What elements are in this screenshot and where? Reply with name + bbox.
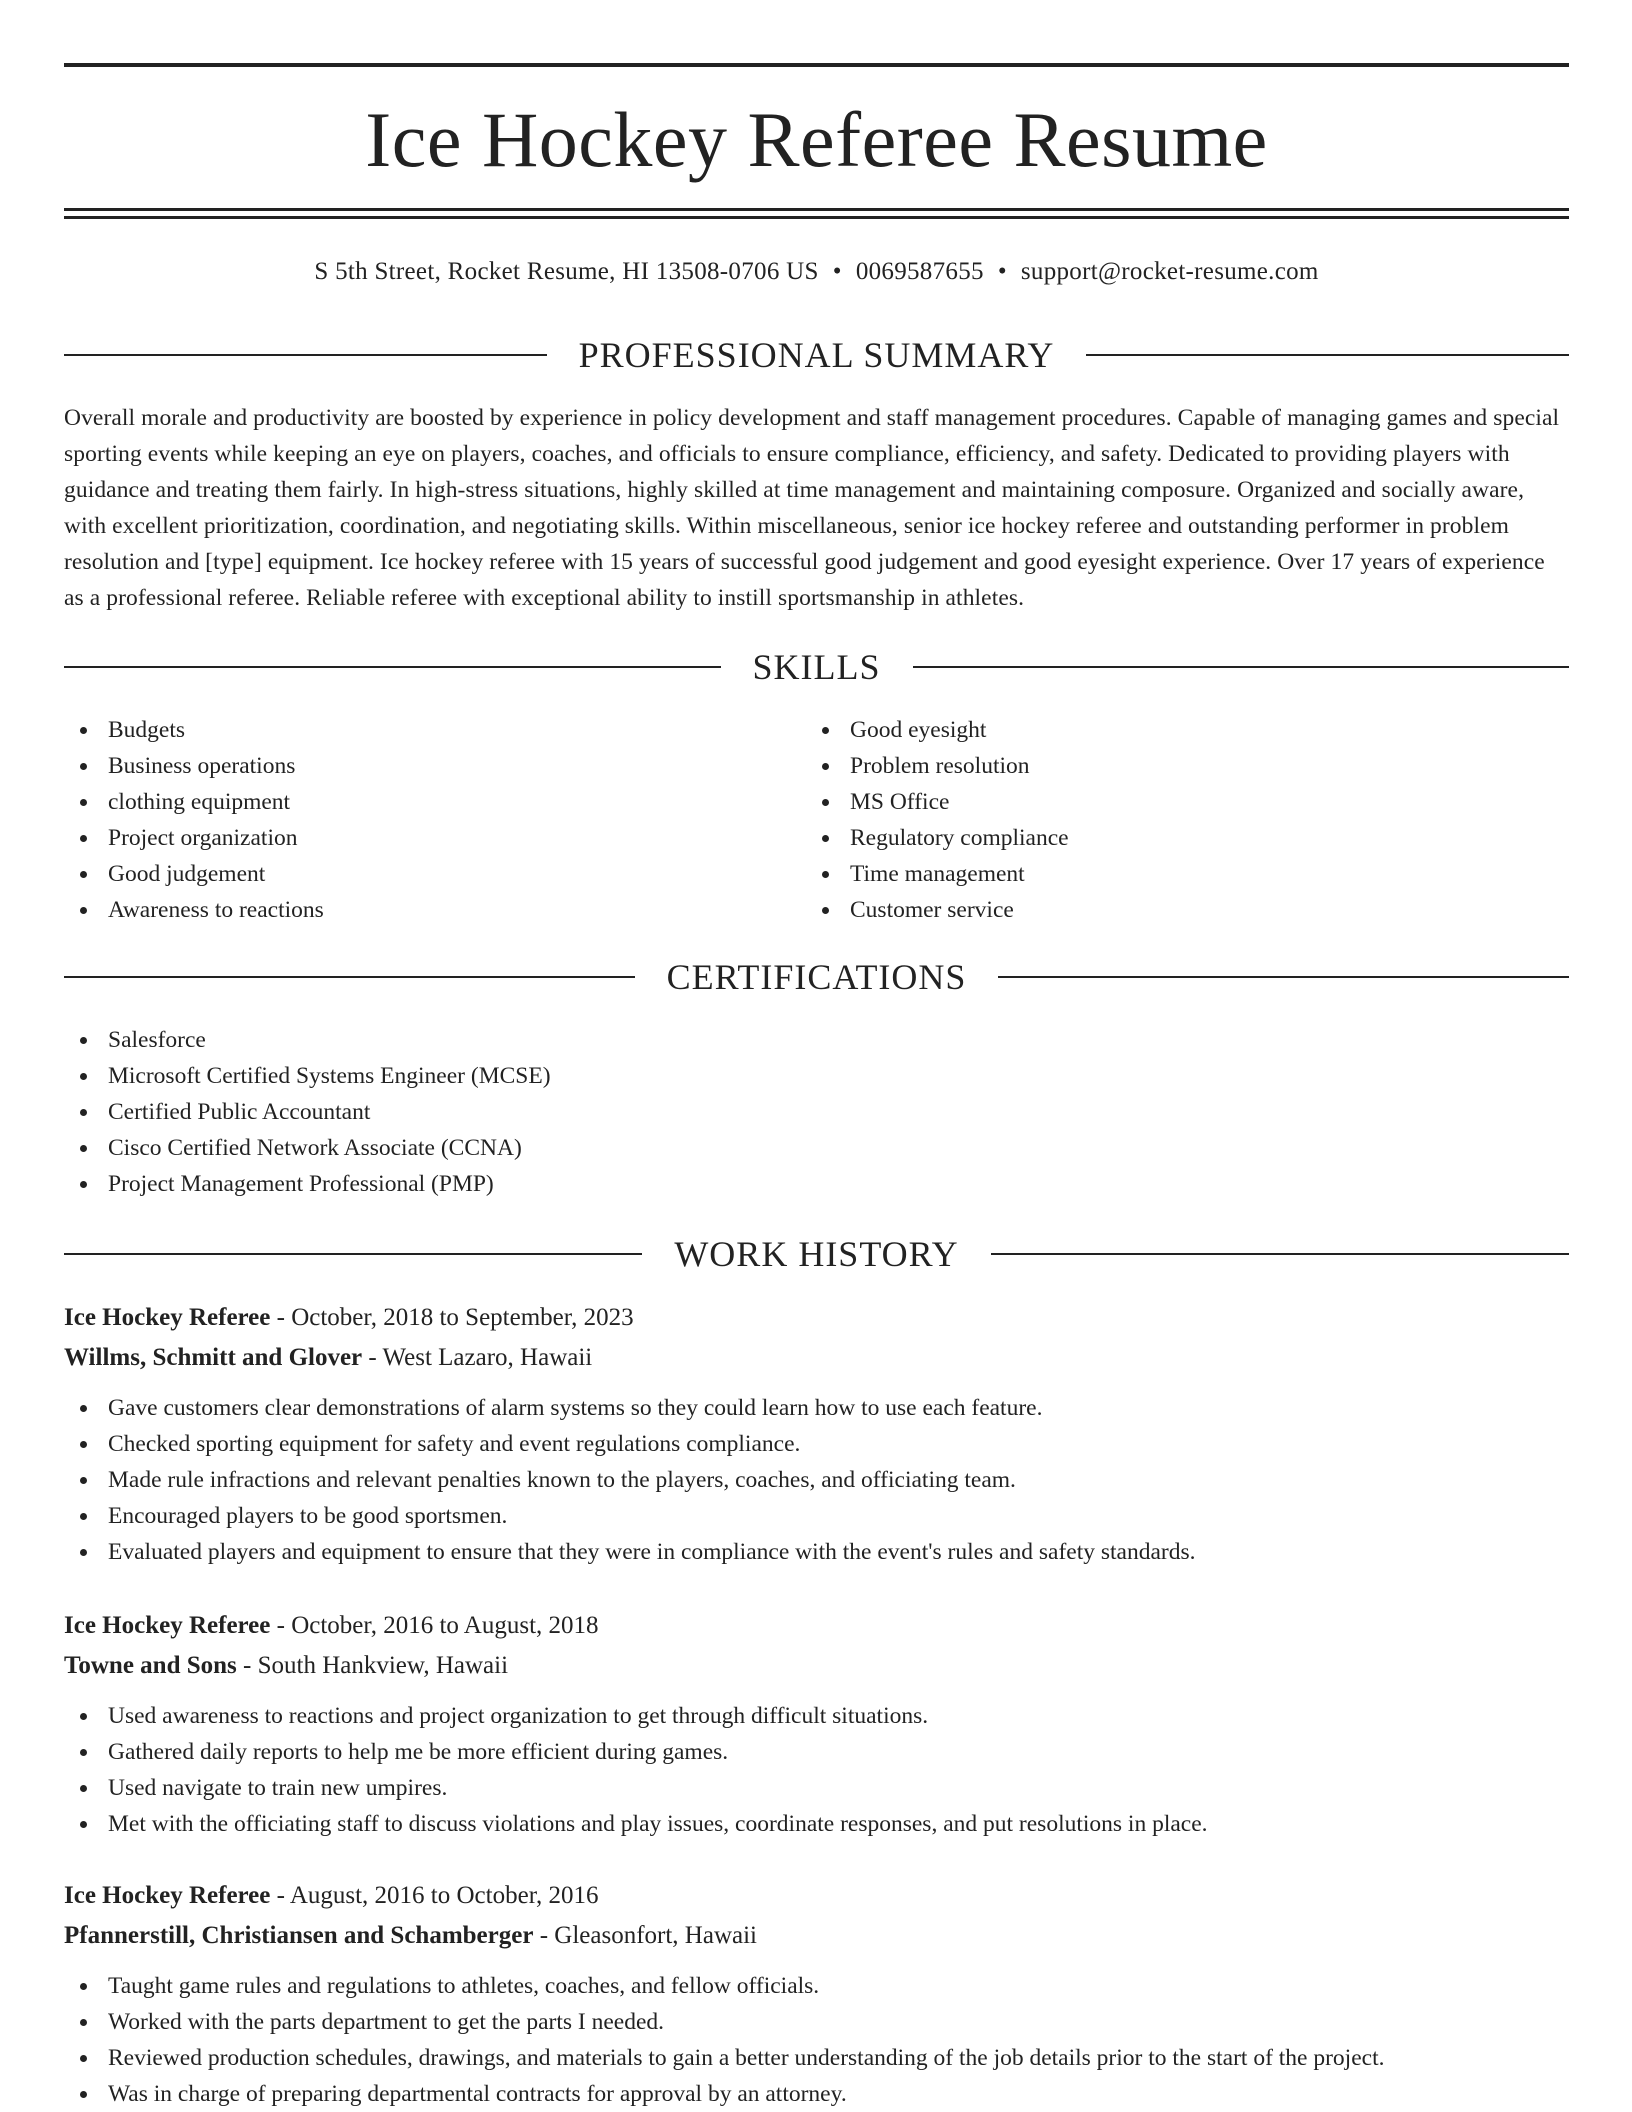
section-header-summary (64, 330, 1569, 380)
skill-item: MS Office (806, 784, 1546, 820)
certification-item: Certified Public Accountant (64, 1094, 1569, 1130)
job-title-line: Ice Hockey Referee - October, 2018 to September, 2023 (64, 1304, 634, 1331)
skill-item: Time management (806, 856, 1546, 892)
skill-item: Budgets (64, 712, 804, 748)
skills-list-right (806, 712, 1546, 928)
job-title: Ice Hockey Referee (64, 1882, 271, 1909)
certification-item: Salesforce (64, 1022, 1569, 1058)
job-bullet: Used awareness to reactions and project organization to get through difficult situations. (64, 1698, 1569, 1734)
contact-separator: • (832, 258, 842, 285)
job-bullet: Worked with the parts department to get the parts I needed. (64, 2004, 1569, 2040)
job-employer-line: Willms, Schmitt and Glover - West Lazaro, Hawaii (64, 1344, 593, 1371)
section-header-skills (64, 642, 1569, 692)
resume-title: Ice Hockey Referee Resume (365, 96, 1268, 183)
contact-address: S 5th Street, Rocket Resume, HI 13508-0706 US (314, 258, 819, 285)
section-title-certifications: CERTIFICATIONS (666, 957, 967, 997)
job-location: West Lazaro, Hawaii (382, 1344, 593, 1371)
job-employer: Willms, Schmitt and Glover (64, 1344, 363, 1371)
contact-separator: • (997, 258, 1007, 285)
job-entry (64, 1876, 1569, 2112)
skill-item: Project organization (64, 820, 804, 856)
certification-item: Cisco Certified Network Associate (CCNA) (64, 1130, 1569, 1166)
certification-item: Project Management Professional (PMP) (64, 1166, 1569, 1202)
contact-phone: 0069587655 (855, 258, 984, 285)
job-location: Gleasonfort, Hawaii (554, 1922, 757, 1949)
job-title-line: Ice Hockey Referee - October, 2016 to August, 2018 (64, 1612, 599, 1639)
job-entry (64, 1298, 1569, 1570)
section-title-skills: SKILLS (752, 647, 881, 687)
contact-email: support@rocket-resume.com (1020, 258, 1319, 285)
job-dates: October, 2016 to August, 2018 (291, 1612, 599, 1639)
skill-item: Good eyesight (806, 712, 1546, 748)
section-rule-right (991, 1253, 1569, 1255)
section-header-work-history (64, 1229, 1569, 1279)
job-title: Ice Hockey Referee (64, 1612, 271, 1639)
skill-item: clothing equipment (64, 784, 804, 820)
skill-item: Business operations (64, 748, 804, 784)
section-rule-left (64, 976, 635, 978)
job-location: South Hankview, Hawaii (257, 1652, 509, 1679)
section-rule-right (998, 976, 1569, 978)
section-title-work-history: WORK HISTORY (674, 1234, 959, 1274)
skill-item: Regulatory compliance (806, 820, 1546, 856)
skill-item: Customer service (806, 892, 1546, 928)
section-rule-left (64, 666, 721, 668)
job-bullets (64, 1390, 1569, 1570)
section-rule-right (913, 666, 1570, 668)
section-rule-right (1086, 354, 1569, 356)
job-employer: Towne and Sons (64, 1652, 237, 1679)
job-employer-line: Towne and Sons - South Hankview, Hawaii (64, 1652, 509, 1679)
header-double-rule-upper (64, 208, 1569, 211)
skills-list-left (64, 712, 804, 928)
job-bullet: Checked sporting equipment for safety and event regulations compliance. (64, 1426, 1569, 1462)
job-bullets (64, 1968, 1569, 2112)
job-title: Ice Hockey Referee (64, 1304, 271, 1331)
section-title-summary: PROFESSIONAL SUMMARY (578, 335, 1055, 375)
job-title-line: Ice Hockey Referee - August, 2016 to October, 2016 (64, 1882, 599, 1909)
job-bullet: Encouraged players to be good sportsmen. (64, 1498, 1569, 1534)
summary-paragraph: Overall morale and productivity are boosted by experience in policy development and staff management procedures. Capable of managing games and special sporting events while keeping an eye on players, coaches, and officials to ensure compliance, efficiency, and safety. Dedicated to providing players with guidance and treating them fairly. In high-stress situations, highly skilled at time management and maintaining composure. Organized and socially aware, with excellent prioritization, coordination, and negotiating skills. Within miscellaneous, senior ice hockey referee and outstanding performer in problem resolution and [type] equipment. Ice hockey referee with 15 years of successful good judgement and good eyesight experience. Over 17 years of experience as a professional referee. Reliable referee with exceptional ability to instill sportsmanship in athletes. (64, 405, 1560, 611)
certifications-list (64, 1022, 1569, 1202)
job-bullet: Made rule infractions and relevant penalties known to the players, coaches, and officiating team. (64, 1462, 1569, 1498)
job-dates: October, 2018 to September, 2023 (291, 1304, 634, 1331)
job-bullet: Used navigate to train new umpires. (64, 1770, 1569, 1806)
contact-line (64, 254, 1569, 290)
job-employer-line: Pfannerstill, Christiansen and Schamberger - Gleasonfort, Hawaii (64, 1922, 757, 1949)
job-bullet: Evaluated players and equipment to ensure that they were in compliance with the event's rules and safety standards. (64, 1534, 1569, 1570)
job-bullet: Reviewed production schedules, drawings, and materials to gain a better understanding of the job details prior to the start of the project. (64, 2040, 1569, 2076)
job-bullet: Was in charge of preparing departmental contracts for approval by an attorney. (64, 2076, 1569, 2112)
job-dates: August, 2016 to October, 2016 (289, 1882, 599, 1909)
header-double-rule-lower (64, 216, 1569, 219)
skill-item: Good judgement (64, 856, 804, 892)
skill-item: Problem resolution (806, 748, 1546, 784)
job-bullet: Gathered daily reports to help me be more efficient during games. (64, 1734, 1569, 1770)
job-bullets (64, 1698, 1569, 1842)
section-rule-left (64, 1253, 642, 1255)
skill-item: Awareness to reactions (64, 892, 804, 928)
job-entry (64, 1606, 1569, 1842)
section-rule-left (64, 354, 547, 356)
job-bullet: Met with the officiating staff to discuss violations and play issues, coordinate responses, and put resolutions in place. (64, 1806, 1569, 1842)
job-employer: Pfannerstill, Christiansen and Schamberger (64, 1922, 534, 1949)
certification-item: Microsoft Certified Systems Engineer (MCSE) (64, 1058, 1569, 1094)
header-top-rule (64, 63, 1569, 67)
job-bullet: Taught game rules and regulations to athletes, coaches, and fellow officials. (64, 1968, 1569, 2004)
section-header-certifications (64, 952, 1569, 1002)
job-bullet: Gave customers clear demonstrations of alarm systems so they could learn how to use each feature. (64, 1390, 1569, 1426)
